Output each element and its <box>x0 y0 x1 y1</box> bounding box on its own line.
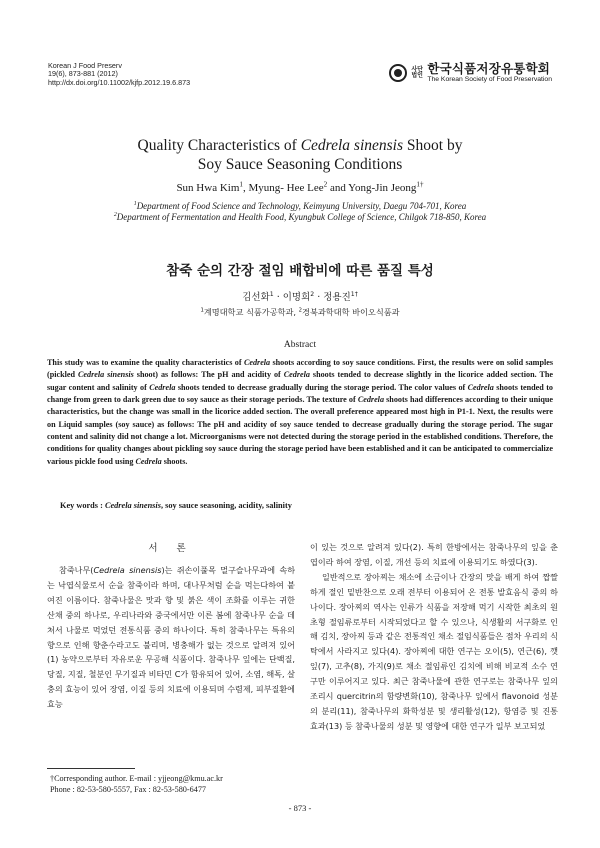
body-column-right <box>310 540 558 734</box>
footnote-email: †Corresponding author. E-mail : yjjeong@kmu.ac.kr <box>50 774 223 783</box>
society-tag: 사단법인 <box>411 65 423 79</box>
society-name-kr: 한국식품저장유통학회 <box>427 61 551 76</box>
authors-kr: 김선화$^1$ · 이명희$^2$ · 정용진$^{1\dagger}$ <box>242 290 358 303</box>
affiliations-kr: $^1$계명대학교 식품가공학과, $^2$경북과학대학 바이오식품과 <box>200 307 400 317</box>
affiliations-en: $^1$Department of Food Science and Technology, Keimyung University, Daegu 704-701, Korea $^2$Department of Fermentation and Health Food, Kyungbuk College of Science, Chilgok 718-850, Korea <box>113 201 487 222</box>
society-logo-icon <box>389 64 407 82</box>
footnote-divider <box>47 768 135 769</box>
paper-title: Quality Characteristics of Cedrela sinensis Shoot by Soy Sauce Seasoning Conditions <box>137 137 463 173</box>
journal-name: Korean J Food Preserv <box>48 61 122 70</box>
intro-paragraph-1: 참죽나무(Cedrela sinensis)는 쥐손이풀목 멀구슬나무과에 속하는 낙엽식물로서 순을 참죽이라 하며, 대나무처럼 순을 먹는다하여 붙여진 이름이다. 참죽나물은 맛과 향 및 붉은 색이 조화를 이루는 귀한 산채 중의 하나로, 우리나라와 중국에서만 이른 봄에 참죽나무 순을 데쳐서 나물로 먹었던 전통식품 중의 하나이다. 특히 참죽나무는 특유의 향으로 인해 향춘수라고도 불리며, 병충해가 없는 것으로 알려져 있어(1) 농약으로부터 자유로운 무공해 식품이다. 참죽나무 잎에는 단백질, 당질, 지질, 철분인 무기질과 비타민 C가 함유되어 있어, 소염, 해독, 살충의 효능이 있어 장염, 이질 등의 치료에 이용되며 수렴제, 피부질환에 효능 <box>47 565 296 710</box>
footnote-phone: Phone : 82-53-580-5557, Fax : 82-53-580-6477 <box>50 785 207 794</box>
journal-volume: 19(6), 873-881 (2012) <box>48 69 118 79</box>
body-column-left <box>47 540 295 712</box>
intro-paragraph-2: 일반적으로 장아찌는 채소에 소금이나 간장의 맛을 배게 하여 짭짤하게 절인 밑반찬으로 오래 전부터 이용되어 온 전통 발효음식 중의 하나이다. 장아찌의 역사는 인류가 식품을 저장해 먹기 시작한 최초의 원초형 절임류로부터 시작되었다고 할 수 있으나, 식생활의 서구화로 인해 김치, 장아찌 등과 같은 전통적인 채소 절임식품들은 점차 우리의 식탁에서 사라지고 있다(4). 장아찌에 대한 연구는 오이(5), 연근(6), 깻잎(7), 고추(8), 가지(9)로 채소 절임류인 김치에 비해 비교적 소수 연구만 이루어지고 있다. 최근 참죽나물에 관한 연구로는 참죽나무 잎의 조리시 quercitrin의 함량변화(10), 참죽나무 잎에서 flavonoid 성분의 분리(11), 참죽나무의 화학성분 및 생리활성(12), 항염증 및 진통 효과(13) 등 참죽나물의 성분 및 영향에 대한 연구가 일부 보고되었 <box>310 571 558 731</box>
journal-info <box>48 62 190 87</box>
society-header <box>389 62 552 84</box>
journal-doi[interactable]: http://dx.doi.org/10.11002/kjfp.2012.19.6.873 <box>48 77 191 87</box>
page-number: - 873 - <box>288 803 312 813</box>
society-name-en: The Korean Society of Food Preservation <box>427 76 552 83</box>
abstract-heading: Abstract <box>283 340 317 350</box>
authors-en: Sun Hwa Kim$^1$, Myung- Hee Lee$^2$ and Yong-Jin Jeong$^{1\dagger}$ <box>176 180 424 194</box>
footnote <box>50 773 223 795</box>
paper-title-kr: 참죽 순의 간장 절임 배합비에 따른 품질 특성 <box>166 263 434 279</box>
abstract-body: This study was to examine the quality characteristics of Cedrela shoots according to soy sauce conditions. First, the results were on solid samples (pickled Cedrela sinensis shoot) as follows: The pH and acidity of Cedrela shoots tended to decrease slightly in the licorice added section. The sugar content and salinity of Cedrela shoots tended to decrease gradually during the storage period. The color values of Cedrela shoots tended to change from green to dark green due to soy sauce as their storage periods. The texture of Cedrela shoots had differences according to their unique characteristics, but the change was small in the licorice added section. The overall preference appeared most high in P1-1. Next, the results were on Liquid samples (soy sauce) as follows: The pH and acidity of soy sauce tended to decrease gradually during the storage period. The sugar content and salinity did not change a lot. Microorganisms were not detected during the storage period in the established conditions. Therefore, the conditions for quality changes about pickling soy sauce during the storage period have been established and it can be anticipated to commercialize various pickle food using Cedrela shoots. <box>47 358 553 466</box>
intro-paragraph-1-cont: 이 있는 것으로 알려져 있다(2). 특히 한방에서는 참죽나무의 잎을 춘엽이라 하여 장염, 이질, 개선 등의 치료에 이용되기도 하였다(3). <box>310 542 558 567</box>
keywords: Key words : Cedrela sinensis, soy sauce seasoning, acidity, salinity <box>60 501 292 510</box>
section-heading-intro: 서 론 <box>148 543 194 554</box>
